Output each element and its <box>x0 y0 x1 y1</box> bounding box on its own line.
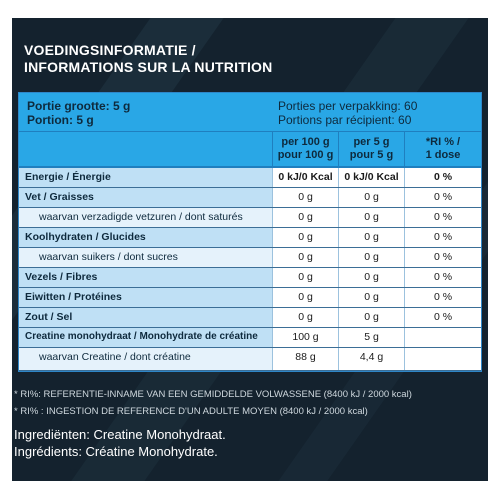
row-label: Vezels / Fibres <box>19 268 272 287</box>
row-value: 0 g <box>272 248 338 267</box>
row-value: 0 g <box>338 208 404 227</box>
row-label: Eiwitten / Protéines <box>19 288 272 307</box>
row-value: 4,4 g <box>338 348 404 370</box>
row-value: 0 % <box>404 248 481 267</box>
row-value: 0 g <box>272 288 338 307</box>
table-row <box>19 168 481 188</box>
row-value: 0 % <box>404 308 481 327</box>
row-value: 0 g <box>338 308 404 327</box>
ingredients-nl: Ingrediënten: Creatine Monohydraat. <box>14 427 226 442</box>
row-value: 0 kJ/0 Kcal <box>338 168 404 187</box>
row-value: 0 % <box>404 208 481 227</box>
portion-size <box>19 93 272 131</box>
row-value <box>404 348 481 370</box>
column-header-per-100g <box>272 132 338 166</box>
table-row <box>19 248 481 268</box>
servings-nl: Porties per verpakking: 60 <box>278 99 418 113</box>
footnote-nl: * RI%: REFERENTIE-INNAME VAN EEN GEMIDDELDE VOLWASSENE (8400 kJ / 2000 kcal) <box>14 389 412 400</box>
table-row <box>19 268 481 288</box>
row-value: 0 g <box>338 268 404 287</box>
table-row <box>19 328 481 348</box>
servings-fr: Portions par récipient: 60 <box>278 113 412 127</box>
column-header-label <box>19 132 272 166</box>
table-row <box>19 188 481 208</box>
column-header-text: pour 5 g <box>349 149 394 161</box>
column-header-text: per 5 g <box>353 136 390 148</box>
row-value: 0 % <box>404 228 481 247</box>
row-value: 0 % <box>404 188 481 207</box>
table-row <box>19 308 481 328</box>
row-value: 0 % <box>404 268 481 287</box>
row-value: 88 g <box>272 348 338 370</box>
row-value: 0 g <box>338 188 404 207</box>
row-label: waarvan Creatine / dont créatine <box>19 348 272 370</box>
ingredients <box>14 426 226 460</box>
row-value: 0 g <box>338 248 404 267</box>
portion-size-nl: Portie grootte: 5 g <box>27 99 131 113</box>
column-header-per-5g <box>338 132 404 166</box>
column-header-row <box>19 132 481 168</box>
servings-per-pack <box>272 93 481 131</box>
row-value: 100 g <box>272 328 338 347</box>
portion-size-fr: Portion: 5 g <box>27 113 94 127</box>
footnote-fr: * RI% : INGESTION DE REFERENCE D'UN ADULTE MOYEN (8400 kJ / 2000 kcal) <box>14 406 368 417</box>
row-label: Vet / Graisses <box>19 188 272 207</box>
row-value: 0 g <box>338 228 404 247</box>
row-value: 0 g <box>272 208 338 227</box>
portion-header <box>19 93 481 132</box>
row-label: Zout / Sel <box>19 308 272 327</box>
row-label: Creatine monohydraat / Monohydrate de créatine <box>19 328 272 347</box>
row-label: waarvan verzadigde vetzuren / dont saturés <box>19 208 272 227</box>
row-value: 5 g <box>338 328 404 347</box>
ingredients-fr: Ingrédients: Créatine Monohydrate. <box>14 444 218 459</box>
row-value: 0 kJ/0 Kcal <box>272 168 338 187</box>
footnotes <box>14 386 412 420</box>
row-value: 0 g <box>272 188 338 207</box>
page-title <box>24 42 272 76</box>
table-row <box>19 288 481 308</box>
row-value: 0 g <box>338 288 404 307</box>
row-value: 0 g <box>272 228 338 247</box>
row-value: 0 % <box>404 288 481 307</box>
nutrition-table <box>18 92 482 372</box>
table-row <box>19 348 481 371</box>
row-value <box>404 328 481 347</box>
row-label: Energie / Énergie <box>19 168 272 187</box>
row-value: 0 g <box>272 268 338 287</box>
column-header-ri <box>404 132 481 166</box>
column-header-text: pour 100 g <box>277 149 334 161</box>
column-header-text: per 100 g <box>281 136 330 148</box>
row-value: 0 g <box>272 308 338 327</box>
title-line-fr: INFORMATIONS SUR LA NUTRITION <box>24 59 273 75</box>
row-label: waarvan suikers / dont sucres <box>19 248 272 267</box>
title-line-nl: VOEDINGSINFORMATIE / <box>24 42 196 58</box>
row-value: 0 % <box>404 168 481 187</box>
column-header-text: *RI % / <box>425 136 461 148</box>
row-label: Koolhydraten / Glucides <box>19 228 272 247</box>
table-row <box>19 228 481 248</box>
table-row <box>19 208 481 228</box>
column-header-text: 1 dose <box>425 149 461 161</box>
